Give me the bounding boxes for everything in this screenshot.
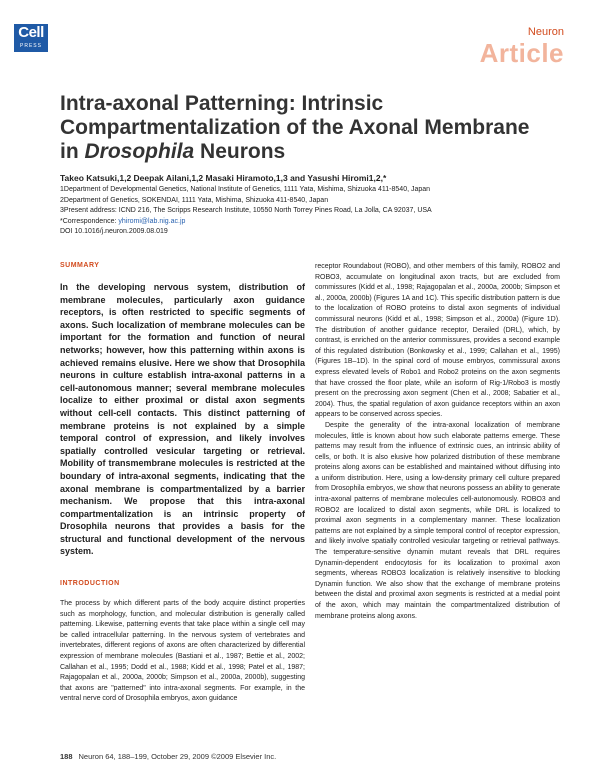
body-paragraph-1: receptor Roundabout (ROBO), and other members of this family, ROBO2 and ROBO3, accumulate on longitudinal axon tracts, but are excluded from commissures (Kidd et al., 1998; Rajagopalan et al., 2000a, 2000b; Simpson et al., 2000a, 2000b) (Figures 1A and 1C). This specific distribution pattern is due to the localization of ROBO proteins to distal axon segments of individual commissural neurons (Kidd et al., 1998; Simpson et al., 2000a) (Figure 1D). The distribution of another guidance receptor, Derailed (DRL), which, by contrast, is enriched on the anterior commissures, provides a second example of this regulated distribution (Bonkowsky et al., 1999; Callahan et al., 1995) (Figures 1B–1D). In the spinal cord of mouse embryos, commissural axons express elevated levels of Robo1 and Robo2 proteins on the axon segments that have crossed the floor plate, while an isoform of Rig-1/Robo3 is mostly present on the precrossing axon segment (Chen et al., 2008; Sabatier et al., 2004). Thus, the spatial regulation of axon guidance receptors within an axon appears to be conserved across species. bbox=[315, 263, 560, 419]
left-column bbox=[60, 262, 305, 705]
title-line-3-pre: in bbox=[60, 140, 85, 163]
title-line-3 bbox=[60, 140, 530, 164]
summary-heading: SUMMARY bbox=[60, 262, 100, 269]
correspondence-label: *Correspondence: bbox=[60, 217, 119, 225]
paper-title bbox=[60, 92, 530, 164]
footer-citation: Neuron 64, 188–199, October 29, 2009 ©2009 Elsevier Inc. bbox=[78, 752, 277, 761]
journal-name: Neuron bbox=[527, 26, 564, 38]
title-line-1: Intra-axonal Patterning: Intrinsic bbox=[60, 92, 384, 115]
introduction-heading: INTRODUCTION bbox=[60, 580, 120, 588]
article-type-label: Article bbox=[479, 38, 564, 68]
body-paragraph-2: Despite the generality of the intra-axonal localization of membrane molecules, little is known about how such elaborate patterns emerge. These patterns may result from the influence of extrinsic cues, an intrinsic ability of cells, or both. It is also elusive how polarized distribution of these membrane proteins along axons can be established and maintained without diffusing into a uniform distribution. Here, using a low-density primary cell culture prepared from Drosophila embryos, we show that neurons possess an ability to generate intra-axonal patterns of membrane molecules cell-autonomously. ROBO3 and ROBO2 are localized to distal axon segments, while DRL is localized to proximal axon segments in a complementary manner. These localization patterns are not explained by a simple temporal control of receptor expression, and likely involve spatially controlled vesicular targeting or retrieval pathways. The temperature-sensitive dynamin mutant reveals that DRL requires Dynamin-dependent endocytosis for its localization to proximal axon segments, whereas ROBO3 localization is relatively insensitive to blocking Dynamin function. We also show that the exchange of membrane proteins between the distal and proximal axon segments is restricted at a medial point of the axon, which may maintain the compartmentalized distribution of membrane proteins along axons. bbox=[315, 421, 560, 620]
cell-press-logo bbox=[14, 24, 48, 52]
logo-main-text: Cell bbox=[18, 24, 44, 41]
introduction-text: The process by which different parts of the body acquire distinct properties such as morphology, function, and molecular distribution is generally called patterning. Likewise, patterning events that take place within a single cell may be called intracellular patterning. In the nervous system of vertebrates and invertebrates, different regions of axons are often characterized by differential expression of membrane molecules (Bastiani et al., 1987; Bettie et al., 2002; Callahan et al., 1995; Dodd et al., 1988; Kidd et al., 1998; Patel et al., 1987; Rajagopalan et al., 2000a, 2000b; Simpson et al., 2000a, 2000b), suggesting that axons are "patterned" into intra-axonal segments. For example, in the ventral nerve cord of Drosophila embryos, axon guidance bbox=[60, 600, 305, 703]
affiliation-2: 2Department of Genetics, SOKENDAI, 1111 Yata, Mishima, Shizuoka 411-8540, Japan bbox=[60, 196, 329, 204]
page-number: 188 bbox=[60, 752, 73, 761]
doi: DOI 10.1016/j.neuron.2009.08.019 bbox=[60, 228, 168, 235]
author-list: Takeo Katsuki,1,2 Deepak Ailani,1,2 Masaki Hiramoto,1,3 and Yasushi Hiromi1,2,* bbox=[60, 173, 387, 183]
right-column bbox=[315, 262, 560, 622]
title-line-3-italic: Drosophila bbox=[84, 140, 195, 163]
correspondence-email-link[interactable]: yhiromi@lab.nig.ac.jp bbox=[118, 217, 186, 225]
summary-text: In the developing nervous system, distribution of membrane molecules, particularly axon guidance receptors, is often restricted to specific segments of axons. Such localization of membrane molecules can be important for the formation and function of neural networks; however, how this patterning within axons is achieved remains elusive. Here we show that Drosophila neurons in culture establish intra-axonal patterns in a cell-autonomous manner; several membrane molecules localize to either proximal or distal axon segments without cell-cell contacts. This distinct patterning of membrane proteins is not explained by a simple temporal control of expression, and likely involves spatially controlled vesicular targeting or retrieval. Mobility of transmembrane molecules is restricted at the boundary of intra-axonal segments, indicating that the axonal membrane is compartmentalized by a barrier mechanism. We propose that this intra-axonal compartmentalization is an intrinsic property of Drosophila neurons that provides a basis for the structural and functional development of the nervous system. bbox=[60, 282, 305, 557]
author-meta bbox=[60, 172, 560, 238]
page-footer bbox=[60, 752, 276, 761]
title-line-2: Compartmentalization of the Axonal Membrane bbox=[60, 116, 530, 139]
affiliation-1: 1Department of Developmental Genetics, National Institute of Genetics, 1111 Yata, Mishima, Shizuoka 411-8540, Japan bbox=[60, 186, 431, 193]
correspondence bbox=[60, 217, 560, 228]
title-line-3-post: Neurons bbox=[194, 140, 286, 163]
logo-sub-text: PRESS bbox=[20, 43, 42, 49]
affiliation-3: 3Present address: ICND 216, The Scripps Research Institute, 10550 North Torrey Pines Road, La Jolla, CA 92037, USA bbox=[60, 207, 432, 214]
